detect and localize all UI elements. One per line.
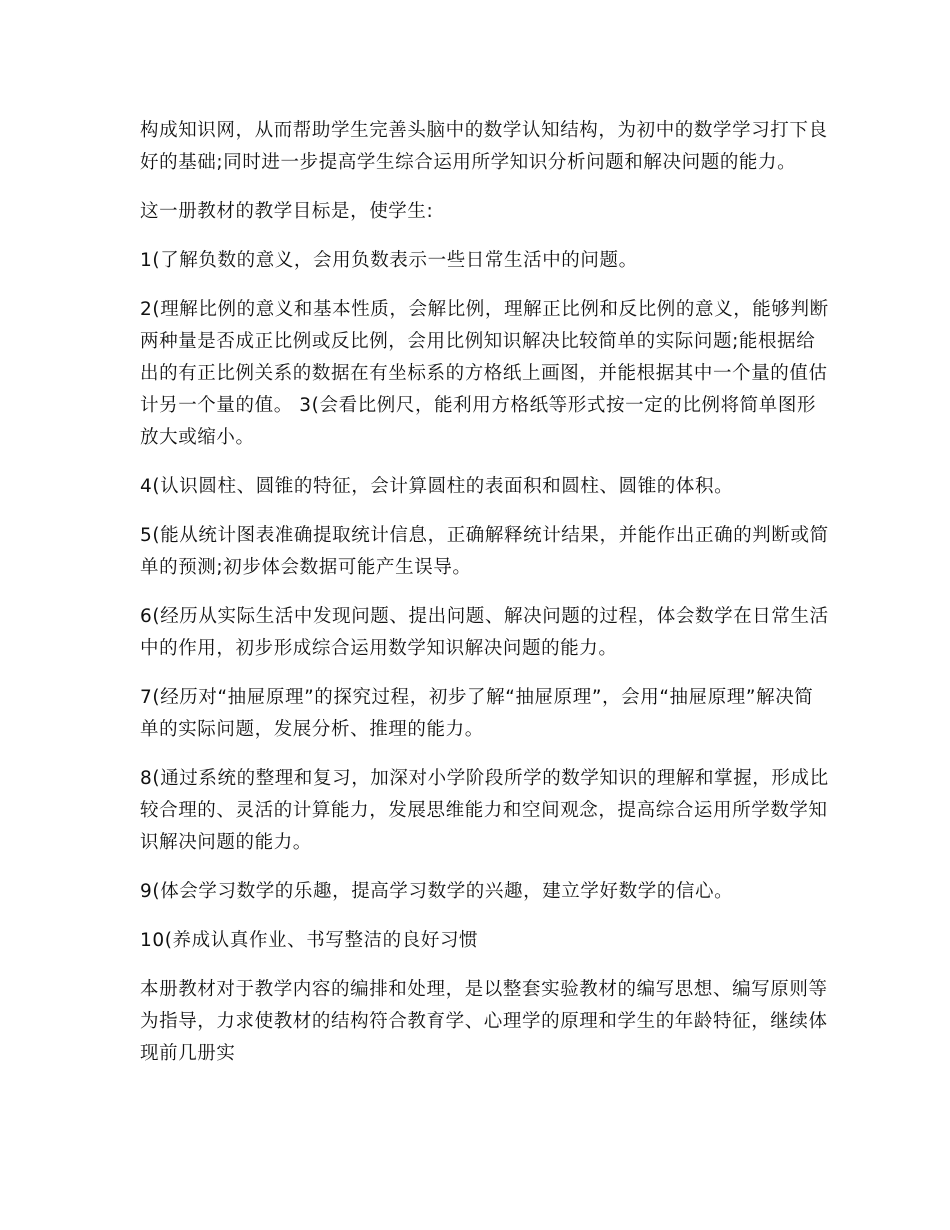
paragraph-goal-2-3: 2(理解比例的意义和基本性质，会解比例，理解正比例和反比例的意义，能够判断两种量是否成正比例或反比例，会用比例知识解决比较简单的实际问题;能根据给出的有正比例关系的数据在有坐标系的方格纸上画图，并能根据其中一个量的值估计另一个量的值。 3(会看比例尺，能利用方格纸等形式按一定的比例将简单图形放大或缩小。 — [140, 299, 829, 448]
paragraph-goal-1: 1(了解负数的意义，会用负数表示一些日常生活中的问题。 — [140, 250, 638, 271]
paragraph-goal-4: 4(认识圆柱、圆锥的特征，会计算圆柱的表面积和圆柱、圆锥的体积。 — [140, 476, 734, 497]
paragraph-goal-9: 9(体会学习数学的乐趣，提高学习数学的兴趣，建立学好数学的信心。 — [140, 881, 734, 902]
paragraph-goal-10: 10(养成认真作业、书写整洁的良好习惯 — [140, 930, 479, 951]
paragraph-goal-6: 6(经历从实际生活中发现问题、提出问题、解决问题的过程，体会数学在日常生活中的作用，初步形成综合运用数学知识解决问题的能力。 — [140, 606, 829, 659]
paragraph-textbook-arrangement: 本册教材对于教学内容的编排和处理，是以整套实验教材的编写思想、编写原则等为指导，力求使教材的结构符合教育学、心理学的原理和学生的年龄特征，继续体现前几册实 — [140, 979, 828, 1064]
paragraph-intro: 构成知识网，从而帮助学生完善头脑中的数学认知结构，为初中的数学学习打下良好的基础;同时进一步提高学生综合运用所学知识分析问题和解决问题的能力。 — [140, 120, 828, 173]
document-page — [140, 115, 830, 1087]
paragraph-goals-heading: 这一册教材的教学目标是，使学生: — [140, 201, 434, 222]
paragraph-goal-7: 7(经历对“抽屉原理”的探究过程，初步了解“抽屉原理”，会用“抽屉原理”解决简单的实际问题，发展分析、推理的能力。 — [140, 687, 814, 740]
paragraph-goal-5: 5(能从统计图表准确提取统计信息，正确解释统计结果，并能作出正确的判断或简单的预测;初步体会数据可能产生误导。 — [140, 525, 829, 578]
paragraph-goal-8: 8(通过系统的整理和复习，加深对小学阶段所学的数学知识的理解和掌握，形成比较合理的、灵活的计算能力，发展思维能力和空间观念，提高综合运用所学数学知识解决问题的能力。 — [140, 768, 829, 853]
